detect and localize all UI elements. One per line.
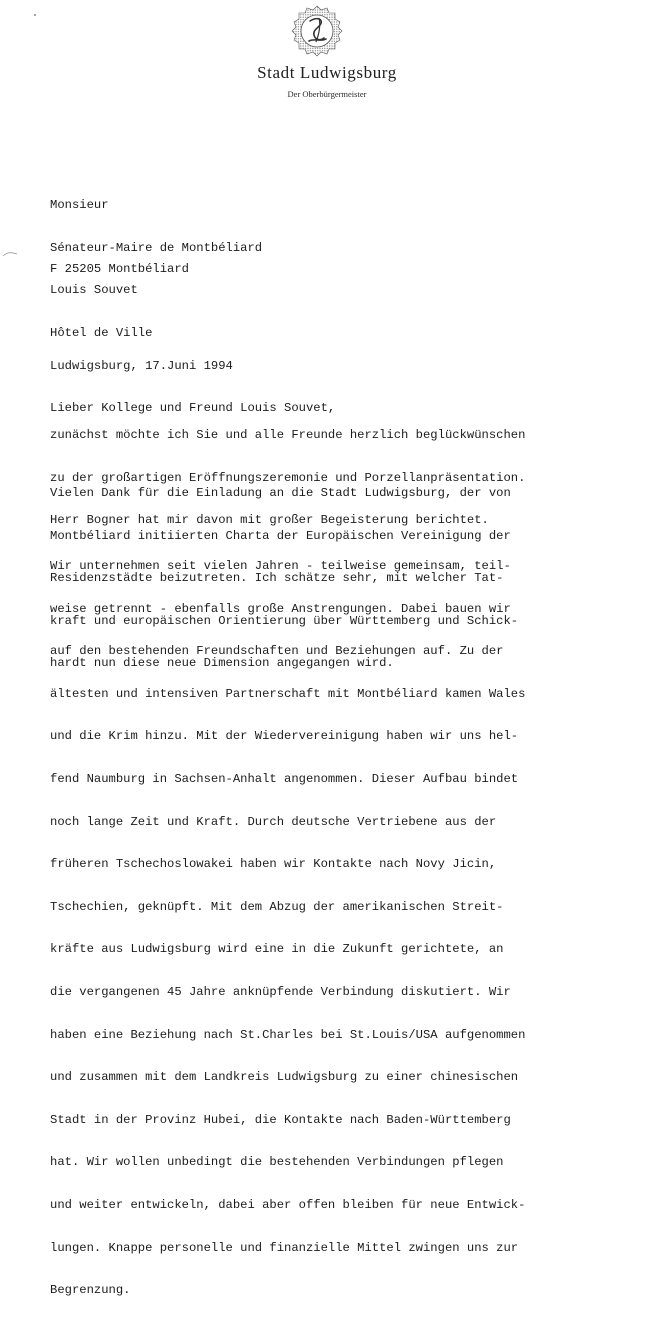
salutation-text: Lieber Kollege und Freund Louis Souvet, bbox=[50, 401, 336, 415]
text-line: ältesten und intensiven Partnerschaft mit Montbéliard kamen Wales bbox=[50, 686, 526, 701]
address-line: Sénateur-Maire de Montbéliard bbox=[50, 240, 263, 255]
text-line: die vergangenen 45 Jahre anknüpfende Verbindung diskutiert. Wir bbox=[50, 984, 511, 999]
paragraph-3 bbox=[50, 528, 526, 1326]
text-line: hardt nun diese neue Dimension angegangen wird. bbox=[50, 656, 394, 671]
address-line: Louis Souvet bbox=[50, 283, 138, 298]
postcode-line: F 25205 Montbéliard bbox=[50, 262, 189, 276]
text-line: Tschechien, geknüpft. Mit dem Abzug der amerikanischen Streit- bbox=[50, 899, 504, 914]
text-line: kräfte aus Ludwigsburg wird eine in die Zukunft gerichtete, an bbox=[50, 942, 504, 957]
city-seal-logo bbox=[290, 4, 344, 58]
date-text: Ludwigsburg, 17.Juni 1994 bbox=[50, 359, 233, 373]
text-line: hat. Wir wollen unbedingt die bestehenden Verbindungen pflegen bbox=[50, 1155, 504, 1170]
text-line: Begrenzung. bbox=[50, 1283, 131, 1298]
text-line: und zusammen mit dem Landkreis Ludwigsburg zu einer chinesischen bbox=[50, 1070, 519, 1085]
text-line: lungen. Knappe personelle und finanzielle Mittel zwingen uns zur bbox=[50, 1240, 519, 1255]
address-line: Hôtel de Ville bbox=[50, 325, 153, 340]
text-line: fend Naumburg in Sachsen-Anhalt angenommen. Dieser Aufbau bindet bbox=[50, 771, 519, 786]
text-line: auf den bestehenden Freundschaften und Beziehungen auf. Zu der bbox=[50, 644, 504, 659]
text-line: haben eine Beziehung nach St.Charles bei St.Louis/USA aufgenommen bbox=[50, 1027, 526, 1042]
text-line: Vielen Dank für die Einladung an die Stadt Ludwigsburg, der von bbox=[50, 486, 511, 500]
text-line: zu der großartigen Eröffnungszeremonie und Porzellanpräsentation. bbox=[50, 470, 526, 485]
text-line: kraft und europäischen Orientierung über Württemberg und Schick- bbox=[50, 613, 519, 628]
office-subtitle: Der Oberbürgermeister bbox=[287, 89, 367, 99]
text-line: Stadt in der Provinz Hubei, die Kontakte nach Baden-Württemberg bbox=[50, 1112, 511, 1127]
city-name-heading: Stadt Ludwigsburg bbox=[257, 63, 397, 82]
margin-pencil-mark bbox=[2, 250, 18, 258]
text-line: früheren Tschechoslowakei haben wir Kontakte nach Novy Jicin, bbox=[50, 857, 497, 872]
address-line: Monsieur bbox=[50, 198, 109, 212]
text-line: und weiter entwickeln, dabei aber offen bleiben für neue Entwick- bbox=[50, 1197, 526, 1212]
paper-speck bbox=[34, 14, 36, 16]
text-line: Herr Bogner hat mir davon mit großer Begeisterung berichtet. bbox=[50, 513, 489, 528]
text-line: weise getrennt - ebenfalls große Anstrengungen. Dabei bauen wir bbox=[50, 601, 511, 616]
text-line: Residenzstädte beizutreten. Ich schätze sehr, mit welcher Tat- bbox=[50, 571, 504, 586]
text-line: und die Krim hinzu. Mit der Wiedervereinigung haben wir uns hel- bbox=[50, 729, 519, 744]
text-line: noch lange Zeit und Kraft. Durch deutsche Vertriebene aus der bbox=[50, 814, 497, 829]
text-line: Wir unternehmen seit vielen Jahren - teilweise gemeinsam, teil- bbox=[50, 559, 511, 573]
text-line: zunächst möchte ich Sie und alle Freunde herzlich beglückwünschen bbox=[50, 428, 526, 442]
recipient-postcode bbox=[50, 234, 189, 305]
text-line: Montbéliard initiierten Charta der Europäischen Vereinigung der bbox=[50, 528, 511, 543]
